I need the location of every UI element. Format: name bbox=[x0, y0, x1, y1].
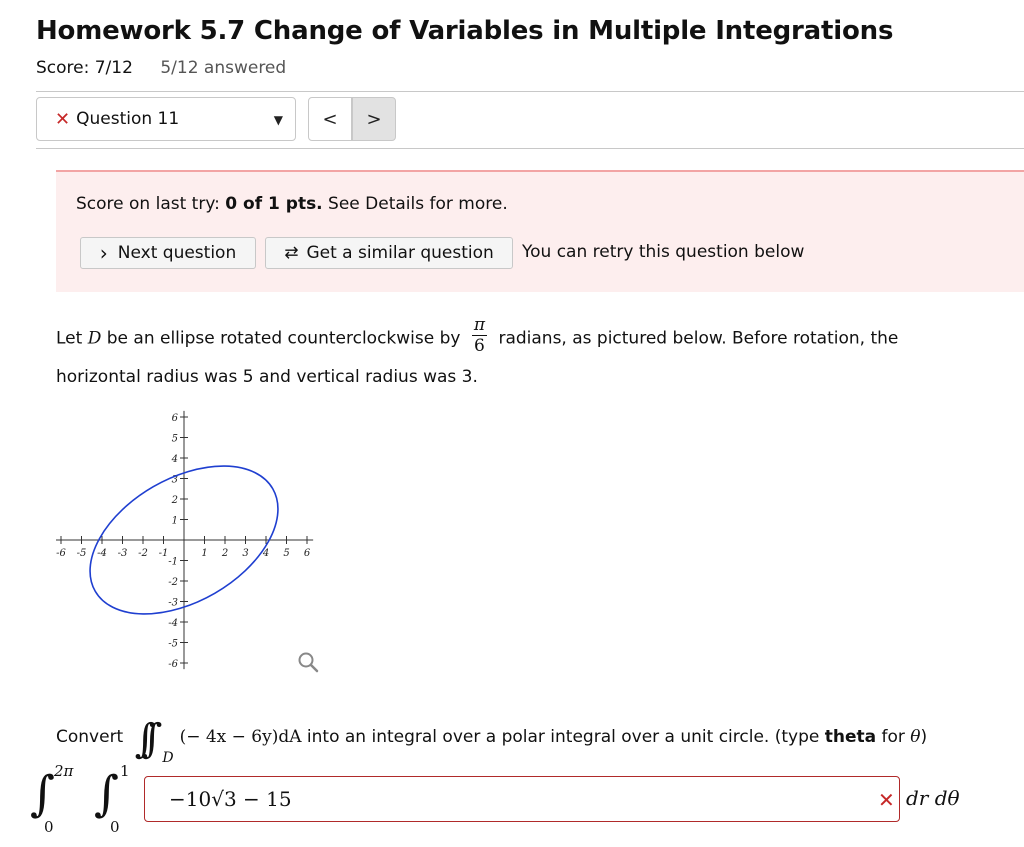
alert-suffix: See Details for more. bbox=[322, 194, 508, 214]
theta-symbol: θ bbox=[910, 727, 921, 747]
next-question-nav-button[interactable] bbox=[352, 97, 396, 141]
y-tick-label: -5 bbox=[168, 638, 178, 650]
answer-input[interactable] bbox=[144, 776, 900, 822]
outer-integral-sign: ∫ bbox=[30, 766, 56, 822]
x-tick-label: 3 bbox=[242, 548, 249, 559]
outer-upper-limit: 2π bbox=[54, 762, 74, 780]
y-tick-label: 6 bbox=[171, 413, 178, 424]
next-question-button[interactable] bbox=[80, 237, 256, 269]
integral-region: D bbox=[162, 750, 174, 766]
y-tick-label: 3 bbox=[171, 474, 178, 486]
next-question-label: Next question bbox=[117, 243, 237, 263]
chevron-right-icon: › bbox=[99, 241, 108, 265]
x-tick-label: -5 bbox=[76, 548, 87, 559]
outer-lower-limit: 0 bbox=[44, 818, 54, 836]
alert-points: 0 of 1 pts. bbox=[225, 194, 323, 214]
x-tick-label: 4 bbox=[262, 548, 270, 559]
convert-middle: into an integral over a polar integral over a unit circle. (type bbox=[301, 727, 825, 747]
y-tick-label: 1 bbox=[171, 515, 178, 527]
x-tick-label: -2 bbox=[138, 548, 148, 559]
swap-icon: ⇄ bbox=[284, 243, 299, 263]
convert-instructions bbox=[56, 706, 928, 766]
question-select-label: Question 11 bbox=[76, 109, 180, 129]
x-tick-label: 2 bbox=[221, 548, 229, 559]
x-tick-label: -1 bbox=[158, 548, 169, 559]
problem-text: radians, as pictured below. Before rotation, the bbox=[493, 328, 899, 349]
similar-question-button[interactable] bbox=[265, 237, 513, 269]
answer-value: −10√3 − 15 bbox=[169, 787, 292, 811]
y-tick-label: 4 bbox=[171, 454, 178, 465]
y-tick-label: -3 bbox=[168, 597, 178, 609]
inner-lower-limit: 0 bbox=[110, 818, 120, 836]
x-tick-label: 1 bbox=[201, 548, 208, 559]
double-integral-sign: ∫∫ bbox=[134, 716, 149, 762]
angle-fraction bbox=[472, 315, 487, 356]
divider bbox=[36, 148, 1024, 149]
problem-line-2: horizontal radius was 5 and vertical radius was 3. bbox=[56, 367, 478, 387]
score-alert bbox=[56, 170, 1024, 292]
x-tick-label: -4 bbox=[97, 548, 107, 559]
x-tick-label: -3 bbox=[117, 548, 128, 559]
question-select[interactable] bbox=[36, 97, 296, 141]
integrand: (− 4x − 6y)dA bbox=[179, 727, 302, 747]
magnifier-icon[interactable] bbox=[296, 650, 320, 674]
y-tick-label: -1 bbox=[168, 556, 178, 568]
y-tick-label: -4 bbox=[168, 618, 178, 629]
previous-question-button[interactable] bbox=[308, 97, 352, 141]
fraction-denominator: 6 bbox=[474, 336, 485, 356]
retry-text: You can retry this question below bbox=[522, 242, 805, 262]
x-tick-label: -6 bbox=[56, 548, 66, 559]
incorrect-icon: ✕ bbox=[55, 108, 71, 130]
answer-row bbox=[30, 760, 1024, 840]
y-tick-labels bbox=[168, 413, 178, 670]
score-text: Score: 7/12 bbox=[36, 58, 133, 78]
caret-down-icon: ▼ bbox=[273, 113, 283, 127]
fraction-numerator: π bbox=[473, 315, 486, 335]
variable-d: D bbox=[87, 328, 102, 349]
divider bbox=[36, 91, 1024, 92]
alert-message bbox=[76, 194, 508, 214]
y-tick-label: -2 bbox=[168, 577, 178, 588]
y-tick-label: -6 bbox=[168, 659, 178, 670]
chevron-right-icon: > bbox=[366, 108, 382, 130]
theta-keyword: theta bbox=[824, 727, 877, 747]
x-tick-label: 6 bbox=[303, 548, 311, 559]
y-tick-label: 5 bbox=[171, 433, 178, 445]
problem-line-1 bbox=[56, 315, 899, 359]
similar-question-label: Get a similar question bbox=[306, 243, 494, 263]
score-summary bbox=[36, 58, 286, 78]
convert-suffix: for bbox=[876, 727, 911, 747]
ellipse-graph bbox=[56, 404, 328, 676]
convert-close: ) bbox=[920, 727, 928, 747]
page-title: Homework 5.7 Change of Variables in Multiple Integrations bbox=[36, 16, 894, 46]
problem-statement bbox=[56, 315, 899, 395]
problem-text: Let bbox=[56, 328, 88, 349]
y-tick-label: 2 bbox=[171, 495, 178, 506]
x-tick-label: 5 bbox=[283, 548, 290, 559]
incorrect-icon: ✕ bbox=[878, 788, 895, 812]
answered-count: 5/12 answered bbox=[160, 58, 287, 78]
alert-prefix: Score on last try: bbox=[76, 194, 226, 214]
problem-text: be an ellipse rotated counterclockwise by bbox=[101, 328, 466, 349]
inner-upper-limit: 1 bbox=[120, 762, 130, 780]
differentials: dr dθ bbox=[906, 786, 960, 810]
graph-axes bbox=[56, 411, 313, 669]
chevron-left-icon: < bbox=[322, 108, 338, 130]
inner-integral-sign: ∫ bbox=[94, 766, 120, 822]
convert-prefix: Convert bbox=[56, 727, 124, 747]
